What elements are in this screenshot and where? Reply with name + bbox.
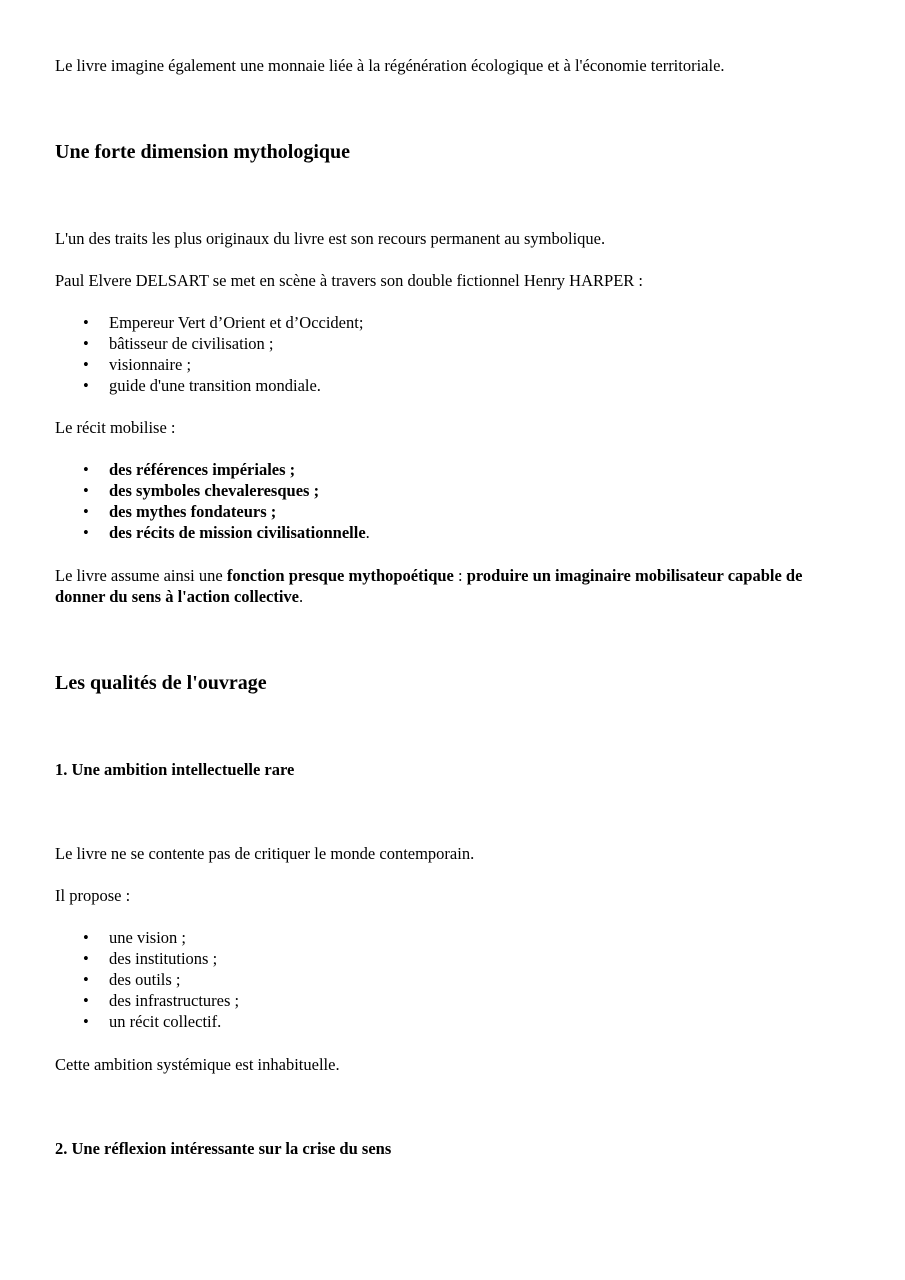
bullet-icon: • xyxy=(83,481,89,500)
heading-reflexion: 2. Une réflexion intéressante sur la crise du sens xyxy=(55,1139,392,1158)
bullet-icon: • xyxy=(83,523,89,542)
bullet-icon: • xyxy=(83,949,89,968)
list-item: • des symboles chevaleresques ; xyxy=(83,481,320,500)
bullet-icon: • xyxy=(83,460,89,479)
list-item: • guide d'une transition mondiale. xyxy=(83,376,321,395)
bullet-icon: • xyxy=(83,376,89,395)
harper-list xyxy=(55,312,855,396)
bullet-icon: • xyxy=(83,355,89,374)
heading-qualites: Les qualités de l'ouvrage xyxy=(55,672,267,694)
bullet-icon: • xyxy=(83,1012,89,1031)
paragraph-fonction: Le livre assume ainsi une fonction presque mythopoétique : produire un imaginaire mobilisateur capable de donner du sens à l'action collective. xyxy=(55,566,803,606)
heading-mythologique: Une forte dimension mythologique xyxy=(55,141,350,163)
paragraph-monnaie: Le livre imagine également une monnaie liée à la régénération écologique et à l'économie territoriale. xyxy=(55,56,725,75)
paragraph-contente: Le livre ne se contente pas de critiquer le monde contemporain. xyxy=(55,844,475,863)
propose-list xyxy=(55,927,855,1032)
bullet-icon: • xyxy=(83,313,89,332)
paragraph-propose: Il propose : xyxy=(55,886,131,905)
list-item: • Empereur Vert d’Orient et d’Occident; xyxy=(83,313,364,332)
paragraph-systemique: Cette ambition systémique est inhabituelle. xyxy=(55,1055,340,1074)
list-item: • des récits de mission civilisationnelle. xyxy=(83,523,370,542)
list-item: • des mythes fondateurs ; xyxy=(83,502,277,521)
paragraph-delsart: Paul Elvere DELSART se met en scène à travers son double fictionnel Henry HARPER : xyxy=(55,271,643,290)
list-item: • des infrastructures ; xyxy=(83,991,240,1010)
list-item: • des références impériales ; xyxy=(83,460,296,479)
recit-list xyxy=(55,459,855,543)
bullet-icon: • xyxy=(83,502,89,521)
bullet-icon: • xyxy=(83,928,89,947)
paragraph-recit: Le récit mobilise : xyxy=(55,418,176,437)
list-item: • bâtisseur de civilisation ; xyxy=(83,334,274,353)
bullet-icon: • xyxy=(83,991,89,1010)
list-item: • des outils ; xyxy=(83,970,181,989)
list-item: • une vision ; xyxy=(83,928,186,947)
list-item: • des institutions ; xyxy=(83,949,218,968)
bullet-icon: • xyxy=(83,334,89,353)
list-item: • visionnaire ; xyxy=(83,355,192,374)
bullet-icon: • xyxy=(83,970,89,989)
paragraph-traits: L'un des traits les plus originaux du livre est son recours permanent au symbolique. xyxy=(55,229,606,248)
heading-ambition: 1. Une ambition intellectuelle rare xyxy=(55,760,295,779)
list-item: • un récit collectif. xyxy=(83,1012,222,1031)
